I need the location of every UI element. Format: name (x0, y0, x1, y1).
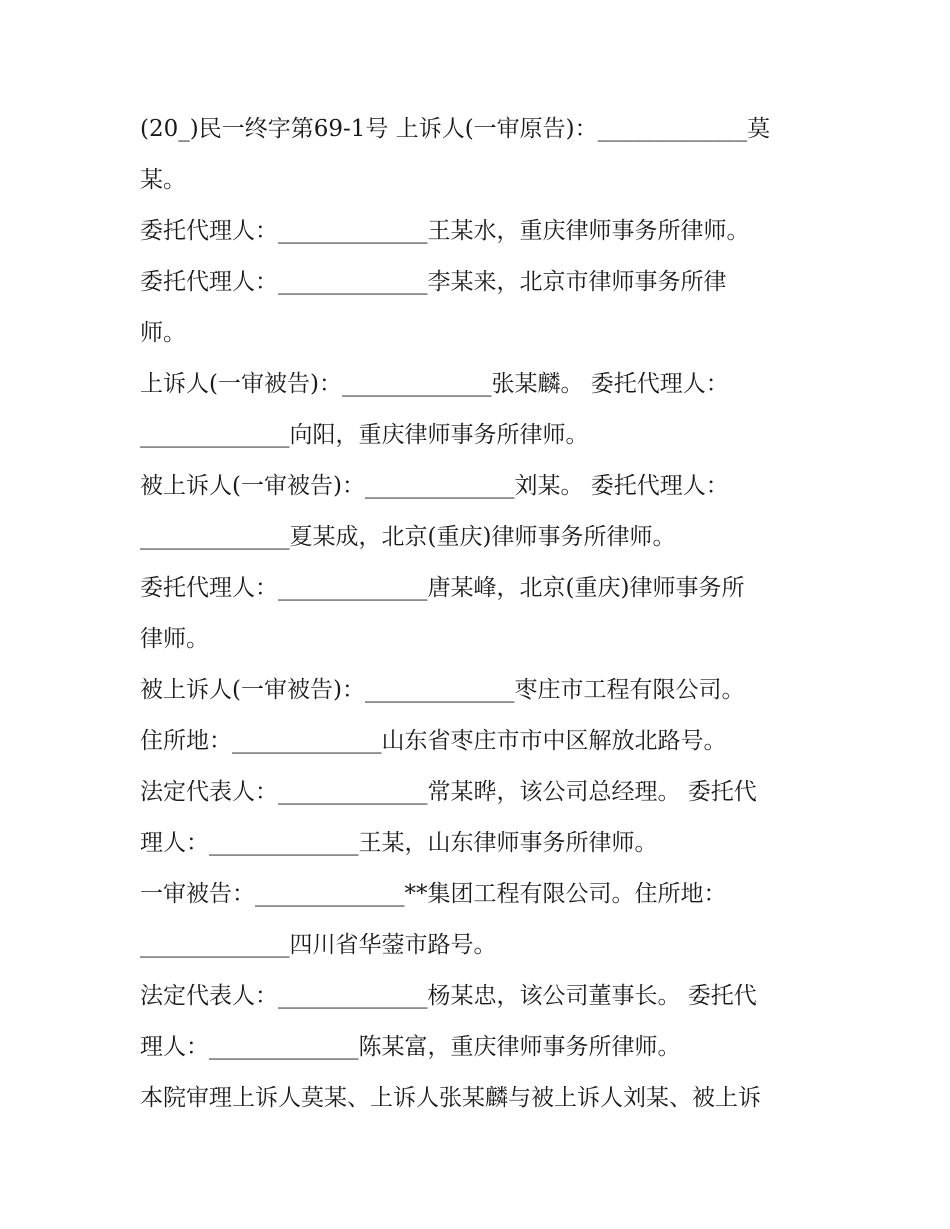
text-line: 律师。 (140, 626, 209, 652)
text-line: 上诉人(一审被告)：_____________张某麟。 委托代理人： (140, 371, 729, 397)
text-line: 委托代理人：_____________王某水，重庆律师事务所律师。 (140, 218, 750, 244)
text-line: 本院审理上诉人莫某、上诉人张某麟与被上诉人刘某、被上诉 (140, 1085, 761, 1111)
text-line: 委托代理人：_____________唐某峰，北京(重庆)律师事务所 (140, 575, 745, 601)
text-line: _____________夏某成，北京(重庆)律师事务所律师。 (140, 524, 676, 550)
text-line: 住所地：_____________山东省枣庄市市中区解放北路号。 (140, 728, 727, 754)
text-line: 某。 (140, 167, 186, 193)
text-line: (20_)民一终字第69-1号 上诉人(一审原告)：_____________莫 (140, 116, 771, 142)
text-line: _____________向阳，重庆律师事务所律师。 (140, 422, 589, 448)
text-line: _____________四川省华蓥市路号。 (140, 932, 497, 958)
document-body (140, 104, 820, 1124)
text-line: 法定代表人：_____________杨某忠，该公司董事长。 委托代 (140, 983, 757, 1009)
text-line: 法定代表人：_____________常某晔，该公司总经理。 委托代 (140, 779, 757, 805)
text-line: 一审被告：_____________**集团工程有限公司。住所地： (140, 881, 727, 907)
text-line: 师。 (140, 320, 186, 346)
text-line: 被上诉人(一审被告)：_____________枣庄市工程有限公司。 (140, 677, 745, 703)
text-line: 被上诉人(一审被告)：_____________刘某。 委托代理人： (140, 473, 729, 499)
text-line: 委托代理人：_____________李某来，北京市律师事务所律 (140, 269, 727, 295)
text-line: 理人：_____________陈某富，重庆律师事务所律师。 (140, 1034, 681, 1060)
text-line: 理人：_____________王某，山东律师事务所律师。 (140, 830, 658, 856)
